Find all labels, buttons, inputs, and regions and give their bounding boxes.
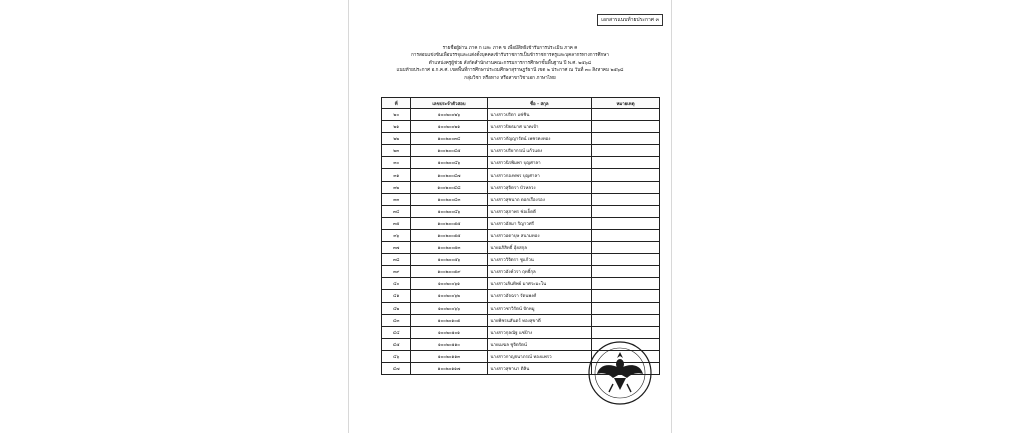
table-row	[382, 145, 660, 157]
row-number: ๓๙	[382, 266, 411, 278]
row-name: นายอภิสิทธิ์ อุ้ยสกุล	[487, 242, 592, 254]
heading-line: การสอบแข่งขันเพื่อบรรจุและแต่งตั้งบุคคลเข้ารับราชการเป็นข้าราชการครูและบุคลากรทางการศึกษา	[411, 53, 609, 59]
row-note	[592, 181, 660, 193]
row-number: ๔๗	[382, 362, 411, 374]
heading-line: ตำแหน่งครูผู้ช่วย สังกัดสำนักงานคณะกรรมการการศึกษาขั้นพื้นฐาน ปี พ.ศ. ๒๕๖๘	[428, 60, 592, 66]
row-exam-id: ๑๐๐๒๐๐๔๖	[411, 205, 487, 217]
row-exam-id: ๑๐๐๒๐๐๔๖	[411, 157, 487, 169]
row-exam-id: ๑๐๐๒๐๐๖๖	[411, 302, 487, 314]
heading-line: แนบท้ายประกาศ อ.ก.ค.ศ. เขตพื้นที่การศึกษาประถมศึกษาสุราษฎร์ธานี เขต ๒ ประกาศ ณ วันที่ ๓๐ สิงหาคม ๒๕๖๘	[396, 68, 624, 74]
row-name: นางสาวอัสมา ริญาวศรี	[487, 217, 592, 229]
row-name: นางสาวอดาบุษ สนามทอง	[487, 229, 592, 241]
row-name: นางสาวสุชานา ติลิน	[487, 362, 592, 374]
table-row	[382, 121, 660, 133]
row-number: ๓๘	[382, 254, 411, 266]
row-name: นางสาวสุชนาถ ดอกเรืองรอง	[487, 193, 592, 205]
row-number: ๔๑	[382, 290, 411, 302]
row-exam-id: ๑๐๐๒๐๑๑๐	[411, 338, 487, 350]
document-page	[348, 0, 672, 433]
row-exam-id: ๑๐๐๒๐๐๔๕	[411, 145, 487, 157]
row-exam-id: ๑๐๐๒๐๐๕๕	[411, 229, 487, 241]
row-name: นางสาวเส้นทิพย์ มาศระมะโน	[487, 278, 592, 290]
row-number: ๔๐	[382, 278, 411, 290]
table-row	[382, 290, 660, 302]
table-row	[382, 193, 660, 205]
row-name: นางสาวสุภาพร ช่อเจ็ดดี	[487, 205, 592, 217]
table-row	[382, 254, 660, 266]
table-row	[382, 242, 660, 254]
row-exam-id: ๑๐๐๒๐๐๕๓	[411, 242, 487, 254]
row-name: นางสาวกองทพร บุญศาลา	[487, 169, 592, 181]
row-note	[592, 193, 660, 205]
row-exam-id: ๑๐๐๒๐๐๒๑	[411, 121, 487, 133]
row-name: นางสาวกัญญารัตน์ เพชรคงทอง	[487, 133, 592, 145]
row-number: ๓๑	[382, 169, 411, 181]
row-name: นางสาววิจิตรา ชูแก้วน	[487, 254, 592, 266]
row-note	[592, 278, 660, 290]
row-note	[592, 169, 660, 181]
row-note	[592, 229, 660, 241]
header-note: หมายเหตุ	[592, 98, 660, 109]
row-number: ๔๓	[382, 314, 411, 326]
header-name: ชื่อ - สกุล	[487, 98, 592, 109]
row-number: ๔๔	[382, 326, 411, 338]
garuda-seal-icon	[587, 340, 653, 406]
row-note	[592, 217, 660, 229]
attachment-tag: เอกสารแนบท้ายประกาศ ๓	[597, 14, 663, 26]
table-header-row	[382, 98, 660, 109]
row-name: นางสาวสุจิตรา บัวหลวง	[487, 181, 592, 193]
row-note	[592, 314, 660, 326]
row-note	[592, 266, 660, 278]
row-number: ๒๑	[382, 121, 411, 133]
row-number: ๓๕	[382, 217, 411, 229]
row-note	[592, 254, 660, 266]
table-row	[382, 229, 660, 241]
row-note	[592, 133, 660, 145]
row-number: ๒๓	[382, 145, 411, 157]
row-exam-id: ๑๐๐๒๐๐๔๘	[411, 181, 487, 193]
row-number: ๓๖	[382, 229, 411, 241]
row-exam-id: ๑๐๐๒๐๐๔๓	[411, 193, 487, 205]
row-name: นางสาวนิรพิมพา บุญศาลา	[487, 157, 592, 169]
row-name: นางสาวปริตา แซ่ชิน	[487, 109, 592, 121]
row-note	[592, 109, 660, 121]
row-note	[592, 145, 660, 157]
row-exam-id: ๑๐๐๒๐๐๖๒	[411, 290, 487, 302]
row-exam-id: ๑๐๐๒๐๐๖๑	[411, 278, 487, 290]
row-note	[592, 290, 660, 302]
heading-line: กลุ่มวิชา หรือทาง หรือสาขาวิชาเอก ภาษาไทย	[464, 75, 556, 81]
row-name: นายเมฆล ชูจิตรัตน์	[487, 338, 592, 350]
row-exam-id: ๑๐๐๒๐๐๕๙	[411, 266, 487, 278]
row-note	[592, 302, 660, 314]
row-note	[592, 326, 660, 338]
row-exam-id: ๑๐๐๒๐๑๐๕	[411, 314, 487, 326]
row-exam-id: ๑๐๐๒๐๑๑๗	[411, 362, 487, 374]
table-row	[382, 109, 660, 121]
row-number: ๓๓	[382, 193, 411, 205]
row-note	[592, 242, 660, 254]
row-number: ๒๐	[382, 109, 411, 121]
table-row	[382, 217, 660, 229]
row-name: นางสาวชาวิรัตน์ ปักหมู	[487, 302, 592, 314]
row-exam-id: ๑๐๐๒๐๐๒๖	[411, 109, 487, 121]
row-name: นางสาวอังค์วรา ฤทธิ์กุล	[487, 266, 592, 278]
header-no: ที่	[382, 98, 411, 109]
table-row	[382, 157, 660, 169]
row-name: นางสาวกุลณัฐ แซ่ป้าง	[487, 326, 592, 338]
row-number: ๒๒	[382, 133, 411, 145]
row-number: ๔๒	[382, 302, 411, 314]
table-row	[382, 278, 660, 290]
row-exam-id: ๑๐๐๒๐๑๑๓	[411, 350, 487, 362]
row-exam-id: ๑๐๐๒๐๑๐๑	[411, 326, 487, 338]
row-exam-id: ๑๐๐๒๐๐๓๔	[411, 133, 487, 145]
row-number: ๓๗	[382, 242, 411, 254]
document-heading	[349, 45, 671, 82]
table-row	[382, 302, 660, 314]
table-row	[382, 314, 660, 326]
row-number: ๔๖	[382, 350, 411, 362]
row-note	[592, 205, 660, 217]
row-name: นางสาวอัจฉรา รัตนพงศ์	[487, 290, 592, 302]
row-number: ๓๐	[382, 157, 411, 169]
candidate-table	[381, 97, 660, 375]
row-name: นางสาวกาญจนาภรณ์ ทองแพรว	[487, 350, 592, 362]
row-name: นางสาวปริยากรณ์ แก้วแดง	[487, 145, 592, 157]
row-number: ๔๕	[382, 338, 411, 350]
row-exam-id: ๑๐๐๒๐๐๕๕	[411, 217, 487, 229]
row-note	[592, 157, 660, 169]
table-row	[382, 169, 660, 181]
table-row	[382, 266, 660, 278]
row-name: นายพิชรนสันตร์ ทองสุขาดี	[487, 314, 592, 326]
row-number: ๓๔	[382, 205, 411, 217]
row-exam-id: ๑๐๐๒๐๐๔๗	[411, 169, 487, 181]
row-number: ๓๒	[382, 181, 411, 193]
table-row	[382, 133, 660, 145]
row-exam-id: ๑๐๐๒๐๐๕๖	[411, 254, 487, 266]
heading-line: รายชื่อผู้ผ่าน ภาค ก และ ภาค ข เพื่อมีสิทธิเข้ารับการประเมิน ภาค ค	[442, 46, 578, 51]
row-name: นางสาวปิยธมาศ นาคเป้า	[487, 121, 592, 133]
table-row	[382, 326, 660, 338]
row-note	[592, 121, 660, 133]
table-row	[382, 205, 660, 217]
table-row	[382, 181, 660, 193]
header-exam-id: เลขประจำตัวสอบ	[411, 98, 487, 109]
